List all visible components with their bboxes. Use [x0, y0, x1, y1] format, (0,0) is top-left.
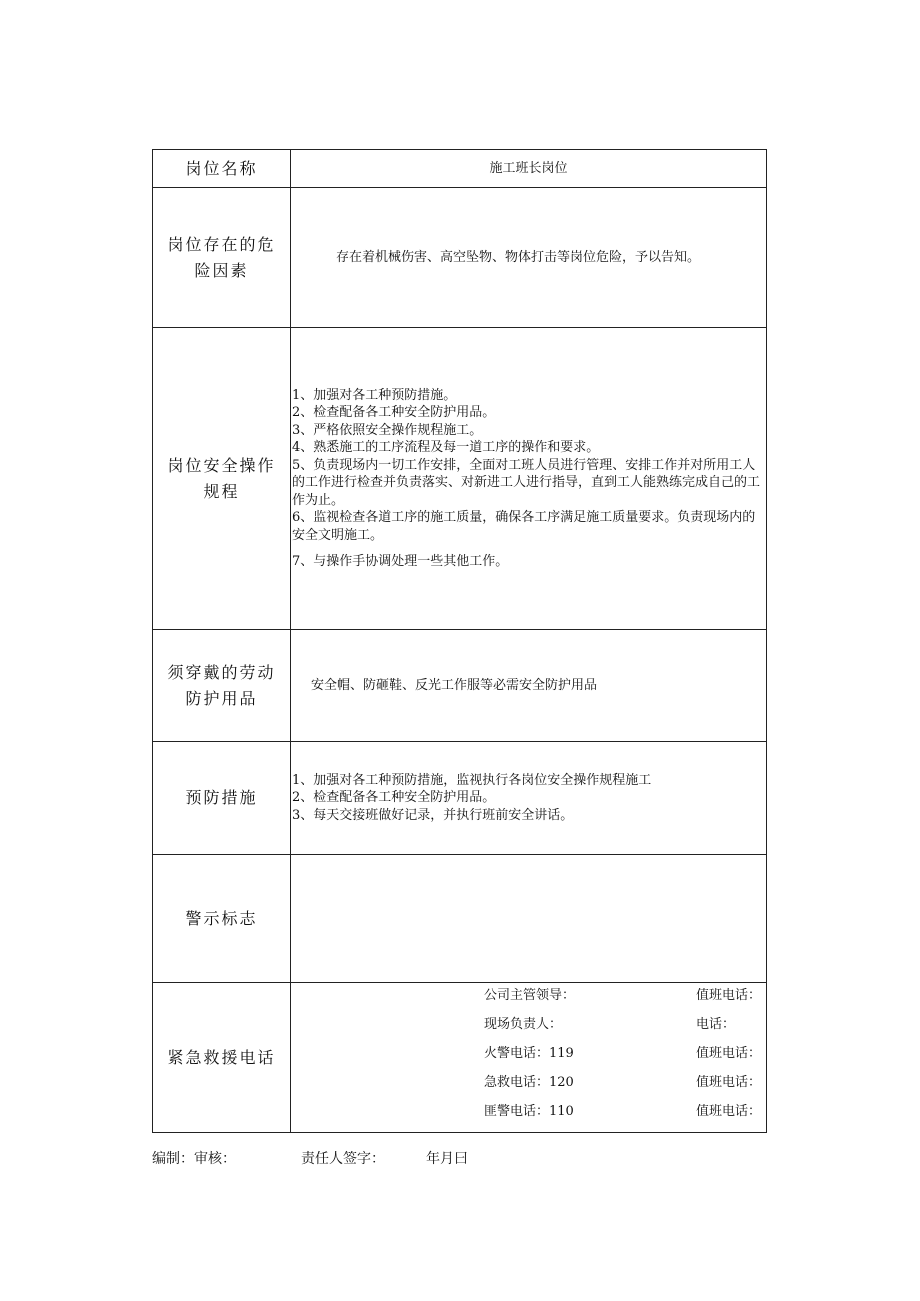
emergency-contacts	[291, 983, 767, 1133]
ppe-value: 安全帽、防砸鞋、反光工作服等必需安全防护用品	[291, 630, 767, 742]
row-emergency	[153, 983, 767, 1133]
contact-name: 现场负责人：	[484, 1017, 563, 1032]
procedure-item: 2、检查配备各工种安全防护用品。	[292, 405, 496, 420]
signs-label: 警示标志	[153, 855, 291, 983]
prevention-item: 1、加强对各工种预防措施，监视执行各岗位安全操作规程施工	[292, 772, 652, 788]
contact-name: 公司主管领导：	[484, 988, 576, 1003]
contact-name: 火警电话：119	[484, 1046, 574, 1061]
procedures-list	[291, 328, 767, 630]
procedure-item: 3、严格依照安全操作规程施工。	[292, 422, 483, 438]
emergency-label: 紧急救援电话	[153, 983, 291, 1133]
signature-footer	[152, 1148, 767, 1168]
contact-phone: 值班电话：	[696, 1104, 762, 1119]
prevention-item: 3、每天交接班做好记录，并执行班前安全讲话。	[292, 807, 574, 823]
date-label: 年月曰	[426, 1151, 468, 1167]
responsible-signature-label: 责任人签字：	[301, 1151, 385, 1167]
compiler-reviewer-label: 编制：审核：	[152, 1151, 236, 1167]
prevention-label: 预防措施	[153, 742, 291, 855]
row-position	[153, 150, 767, 188]
procedure-item: 6、监视检查各道工序的施工质量，确保各工序满足施工质量要求。负责现场内的安全文明施工。	[292, 510, 756, 543]
hazards-value: 存在着机械伤害、高空坠物、物体打击等岗位危险，予以告知。	[291, 188, 767, 328]
row-hazards	[153, 188, 767, 328]
procedure-item: 5、负责现场内一切工作安排，全面对工班人员进行管理、安排工作并对所用工人的工作进行检查并负责落实、对新进工人进行指导，直到工人能熟练完成自己的工作为止。	[292, 457, 761, 508]
hazards-label: 岗位存在的危险因素	[153, 188, 291, 328]
contact-name: 匪警电话：110	[484, 1104, 574, 1119]
row-prevention	[153, 742, 767, 855]
signs-value	[291, 855, 767, 983]
contact-phone: 值班电话：	[696, 1075, 762, 1090]
row-procedures	[153, 328, 767, 630]
prevention-list	[291, 742, 767, 855]
procedures-label: 岗位安全操作规程	[153, 328, 291, 630]
contact-phone: 电话：	[696, 1017, 736, 1032]
position-label: 岗位名称	[153, 150, 291, 188]
contact-phone: 值班电话：	[696, 988, 762, 1003]
safety-info-table	[152, 149, 767, 1133]
procedure-item: 7、与操作手协调处理一些其他工作。	[292, 554, 509, 569]
contact-name: 急救电话：120	[484, 1075, 574, 1090]
contact-phone: 值班电话：	[696, 1046, 762, 1061]
ppe-label: 须穿戴的劳动防护用品	[153, 630, 291, 742]
procedure-item: 4、熟悉施工的工序流程及每一道工序的操作和要求。	[292, 440, 600, 455]
procedure-item: 1、加强对各工种预防措施。	[292, 387, 457, 403]
position-value: 施工班长岗位	[291, 150, 767, 188]
row-signs	[153, 855, 767, 983]
row-ppe	[153, 630, 767, 742]
prevention-item: 2、检查配备各工种安全防护用品。	[292, 790, 496, 806]
